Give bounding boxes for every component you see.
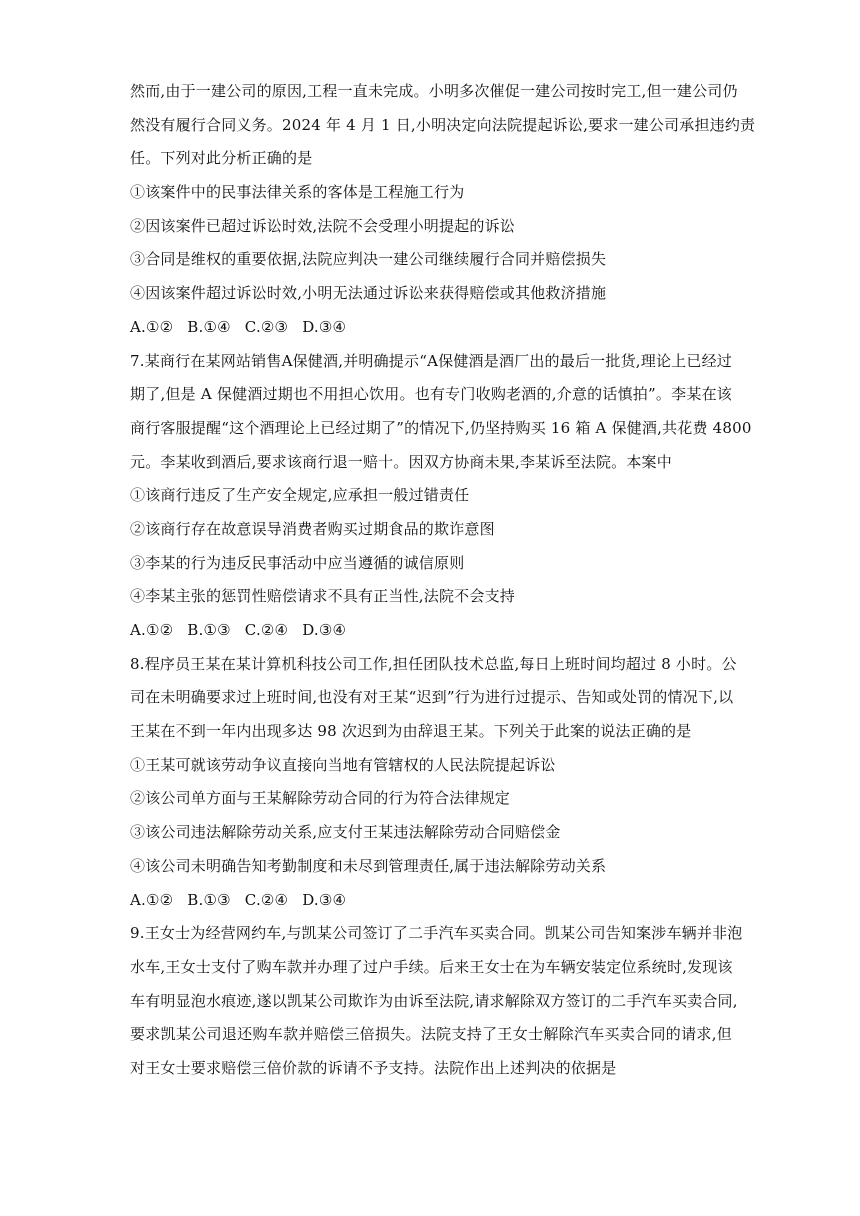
text-line: 水车,王女士支付了购车款并办理了过户手续。后来王女士在为车辆安装定位系统时,发现该 <box>130 957 733 976</box>
option-line: ②该公司单方面与王某解除劳动合同的行为符合法律规定 <box>130 789 511 808</box>
answer-choice: B.①④ <box>187 317 231 336</box>
answer-choice: B.①③ <box>187 890 231 909</box>
answer-choices <box>130 614 732 648</box>
option-line: ①该案件中的民事法律关系的客体是工程施工行为 <box>130 183 465 202</box>
text-line: 期了,但是 A 保健酒过期也不用担心饮用。也有专门收购老酒的,介意的话慎拍”。李某在该 <box>130 385 732 404</box>
option-line: ①王某可就该劳动争议直接向当地有管辖权的人民法院提起诉讼 <box>130 755 556 774</box>
option-line: ③合同是维权的重要依据,法院应判决一建公司继续履行合同并赔偿损失 <box>130 250 607 269</box>
text-line: 任。下列对此分析正确的是 <box>130 149 313 168</box>
text-line: 元。李某收到酒后,要求该商行退一赔十。因双方协商未果,李某诉至法院。本案中 <box>130 452 672 471</box>
text-line: 对王女士要求赔偿三倍价款的诉请不予支持。法院作出上述判决的依据是 <box>130 1058 617 1077</box>
document-body <box>130 75 756 1086</box>
option-line: ④该公司未明确告知考勤制度和未尽到管理责任,属于违法解除劳动关系 <box>130 856 607 875</box>
answer-choice: A.①② <box>130 621 174 639</box>
answer-choice: C.②④ <box>244 621 289 639</box>
text-line: 商行客服提醒“这个酒理论上已经过期了”的情况下,仍坚持购买 16 箱 A 保健酒,共花费 4800 <box>130 418 752 437</box>
answer-choices <box>130 884 732 918</box>
answer-choices <box>130 311 732 345</box>
option-line: ④李某主张的惩罚性赔偿请求不具有正当性,法院不会支持 <box>130 587 515 606</box>
text-line: 然没有履行合同义务。2024 年 4 月 1 日,小明决定向法院提起诉讼,要求一建公司承担违约责 <box>130 115 756 134</box>
text-line: 车有明显泡水痕迹,遂以凯某公司欺诈为由诉至法院,请求解除双方签订的二手汽车买卖合同, <box>130 991 738 1010</box>
text-line: 9.王女士为经营网约车,与凯某公司签订了二手汽车买卖合同。凯某公司告知案涉车辆并非泡 <box>130 924 743 943</box>
answer-choice: C.②③ <box>244 317 289 336</box>
option-line: ③该公司违法解除劳动关系,应支付王某违法解除劳动合同赔偿金 <box>130 823 561 842</box>
text-line: 司在未明确要求过上班时间,也没有对王某“迟到”行为进行过提示、告知或处罚的情况下,以 <box>130 688 734 707</box>
option-line: ②因该案件已超过诉讼时效,法院不会受理小明提起的诉讼 <box>130 216 515 235</box>
text-line: 8.程序员王某在某计算机科技公司工作,担任团队技术总监,每日上班时间均超过 8 小时。公 <box>130 654 737 673</box>
answer-choice: D.③④ <box>302 621 347 639</box>
option-line: ②该商行存在故意误导消费者购买过期食品的欺诈意图 <box>130 519 495 538</box>
answer-choice: C.②④ <box>244 890 289 909</box>
text-line: 7.某商行在某网站销售A保健酒,并明确提示“A保健酒是酒厂出的最后一批货,理论上已经过 <box>130 351 732 370</box>
answer-choice: A.①② <box>130 317 174 336</box>
option-line: ④因该案件超过诉讼时效,小明无法通过诉讼来获得赔偿或其他救济措施 <box>130 284 607 303</box>
answer-choice: A.①② <box>130 890 174 909</box>
text-line: 要求凯某公司退还购车款并赔偿三倍损失。法院支持了王女士解除汽车买卖合同的请求,但 <box>130 1025 732 1044</box>
answer-choice: B.①③ <box>187 621 231 639</box>
text-line: 王某在不到一年内出现多达 98 次迟到为由辞退王某。下列关于此案的说法正确的是 <box>130 722 692 741</box>
answer-choice: D.③④ <box>302 890 347 909</box>
option-line: ①该商行违反了生产安全规定,应承担一般过错责任 <box>130 486 470 505</box>
text-line: 然而,由于一建公司的原因,工程一直未完成。小明多次催促一建公司按时完工,但一建公司仍 <box>130 82 738 100</box>
option-line: ③李某的行为违反民事活动中应当遵循的诚信原则 <box>130 553 465 572</box>
answer-choice: D.③④ <box>302 317 347 336</box>
